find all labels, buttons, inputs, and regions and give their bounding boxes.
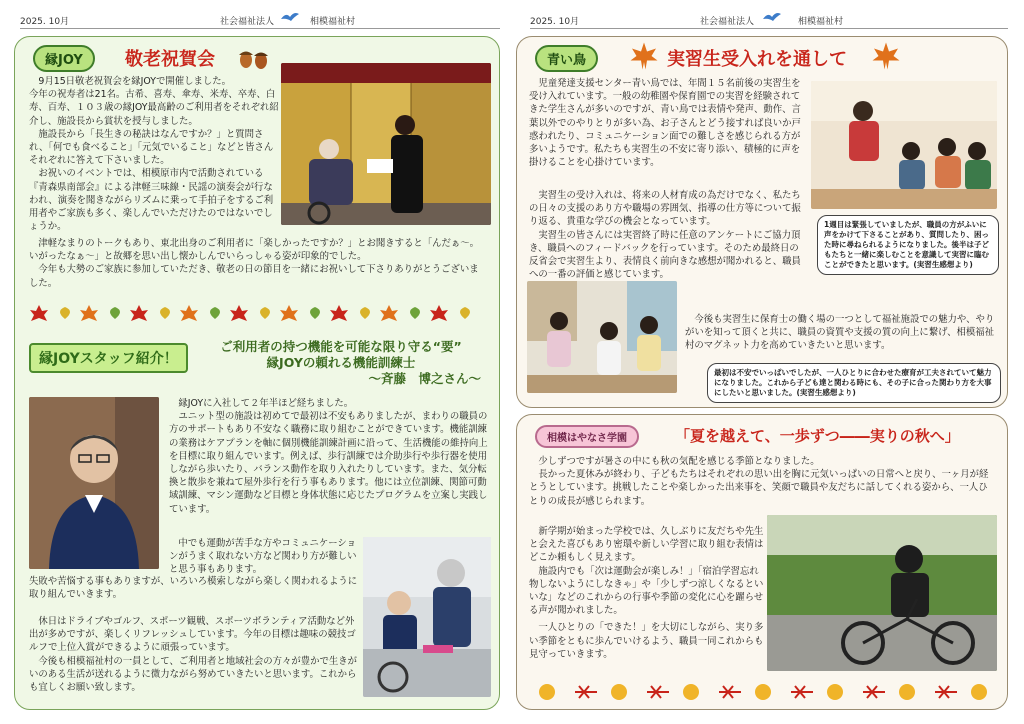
staff-subtitle-line3: ～斉藤 博之さん～ <box>368 371 481 386</box>
autumn-leaf-row <box>29 303 485 323</box>
classroom-photo <box>811 81 997 209</box>
keiro-paragraph: 津軽なまりのトークもあり、東北出身のご利用者に「楽しかったですか？」とお聞きすると「んだぁ～。いがったなぁ～」と故郷を思い出し懐かしんでいらっしゃる姿が印象的でした。 <box>29 238 480 263</box>
org-name: 相模福祉村 <box>798 17 844 27</box>
section-tag-aoitori: 青い鳥 <box>535 45 598 72</box>
training-photo <box>363 537 491 697</box>
staff-paragraph: ユニット型の施設は初めてで最初は不安もありましたが、まわりの職員の方のサポートもあり不安なく職務に取り組むことができています。機能訓練の業務はケアプランを軸に個別機能訓練計画に沿って、生活機能の維持向上を目標に取り組んでいます。例えば、歩行訓練では介助歩行や歩行器を使用しながら歩いたり、バランス動作を取り入れたりしています。また、気分転換と散歩を兼ねて屋外歩行を行う事もあります。他には立位訓練、関節可動域訓練、マシン運動など目標と身体状態に応じたプログラムを立案し実践しています。 <box>169 411 488 515</box>
aoitori-paragraph: 実習生の皆さんには実習終了時に任意のアンケートにご協力頂き、職員へのフィードバックを行っています。そのため最終日の反省会で実習生より、表情良く前向きな感想が聞かれると、職員への一番の評価と感じています。 <box>529 229 801 281</box>
bicycle-photo <box>767 515 997 671</box>
staff-paragraph: 今後も相模福祉村の一員として、ご利用者と地域社会の方々が豊かで生きがいのある生活が送れるように微力ながら努めていきたいと思います。これからも宜しくお願い致します。 <box>29 655 357 694</box>
staff-portrait-photo <box>29 397 159 569</box>
enjoy-panel <box>14 36 500 710</box>
acorn-icon <box>237 45 271 75</box>
aoitori-paragraph: 今後も実習生に保育士の働く場の一つとして福祉施設での魅力や、やりがいを知って頂くと共に、職員の資質や支援の質の向上に繋げ、相模福祉村のマグネット力を高めていきたいと思います。 <box>685 314 995 352</box>
hayanasa-paragraph: 少しずつですが暑さの中にも秋の気配を感じる季節となりました。 <box>538 456 820 467</box>
keiro-body <box>29 75 279 233</box>
keiro-body-wide <box>29 237 487 290</box>
trainee-comment-bubble: 最初は不安でいっぱいでしたが、一人ひとりに合わせた療育が工夫されていて魅力になりました。これから子ども達と関わる時にも、その子に合った関わり方を大事にしたいと思いました。(実習生感想より) <box>707 363 1001 403</box>
aoitori-body-bottom <box>685 313 997 353</box>
issue-date: 2025. 10月 <box>530 17 580 27</box>
hayanasa-paragraph: 長かった夏休みが終わり、子どもたちはそれぞれの思い出を胸に元気いっぱいの日常へと戻り、一ヶ月が経とうとしています。挑戦したことや楽しかった出来事を、笑顔で職員や友だちに話してくれる姿から、一人ひとりの成長が感じられます。 <box>529 469 989 507</box>
hayanasa-title: 「夏を越えて、一歩ずつ――実りの秋へ」 <box>675 427 960 445</box>
hayanasa-paragraph: 施設内でも「次は運動会が楽しみ！」「宿泊学習忘れ物しないようにしなきゃ」や「少しずつ涼しくなるといいな」などのこれからの行事や季節の変化に心を躍らせる声が聞かれました。 <box>529 565 764 617</box>
staff-subtitle-line1: ご利用者の持つ機能を可能な限り守る“要” <box>220 339 462 354</box>
org-label: 社会福祉法人 <box>220 17 275 27</box>
right-header-rule <box>530 28 1008 29</box>
hayanasa-panel <box>516 414 1008 710</box>
right-page-header <box>530 10 1010 28</box>
staff-banner: 縁JOYスタッフ紹介！ <box>29 343 188 373</box>
section-tag-hayanasa: 相模はやなさ学園 <box>535 425 639 448</box>
staff-body <box>169 397 489 516</box>
hayanasa-body <box>529 455 995 508</box>
staff-subtitle-line2: 縁JOYの頼れる機能訓練士 <box>266 355 416 370</box>
hayanasa-paragraph: 一人ひとりの「できた！」を大切にしながら、実り多い季節をともに歩んでいけるよう、職員一同これからも見守っていきます。 <box>529 622 764 660</box>
circle-time-photo <box>527 281 677 393</box>
bird-logo-icon <box>762 10 780 24</box>
org-name: 相模福祉村 <box>310 17 356 27</box>
hayanasa-paragraph: 新学期が始まった学校では、久しぶりに友だちや先生と会えた喜びもあり密環や新しい学習に取り組む表情はどこか頼もしく見えます。 <box>529 526 764 564</box>
dragonfly-row <box>527 681 997 703</box>
ceremony-photo <box>281 63 491 225</box>
keiro-paragraph: 施設長から「長生きの秘訣はなんですか？」と質問され、「何でも食べること」「元気でいること」などと皆さんそれぞれに答えて下さいました。 <box>29 128 274 167</box>
left-header-rule <box>20 28 500 29</box>
keiro-paragraph: お祝いのイベントでは、相模原市内で活動されている『青森県南部会』による津軽三味線・民謡の演奏会が行なわれ、演奏を聞きながらリズムに乗って手拍子をするご利用者やご家族も多く、楽しんでいただけたのではないでしょうか。 <box>29 168 274 233</box>
keiro-paragraph: 9月15日敬老祝賀会を縁JOYで開催しました。 <box>38 76 232 87</box>
staff-body-lower <box>29 575 363 601</box>
maple-leaf-icon <box>627 41 661 75</box>
keiro-title: 敬老祝賀会 <box>125 49 215 70</box>
org-label: 社会福祉法人 <box>700 17 755 27</box>
aoitori-paragraph: 実習生の受け入れは、将来の人材育成の為だけでなく、私たちの日々の支援のあり方や職場の雰囲気、指導の仕方等について振り返る、貴重な学びの機会となっています。 <box>529 190 801 228</box>
aoitori-body-mid <box>529 189 801 281</box>
maple-leaf-icon <box>869 41 903 75</box>
staff-paragraph: 失敗や苦悩する事もありますが、いろいろ模索しながら楽しく関われるように取り組んでいきます。 <box>29 576 358 601</box>
bird-logo-icon <box>280 10 298 24</box>
issue-date: 2025. 10月 <box>20 17 70 27</box>
staff-subtitle <box>191 339 491 387</box>
aoitori-title: 実習生受入れを通して <box>667 49 847 70</box>
left-page-header <box>20 10 500 28</box>
section-tag-enjoy: 縁JOY <box>33 45 95 72</box>
aoitori-panel <box>516 36 1008 408</box>
aoitori-body <box>529 77 801 169</box>
hayanasa-body-left <box>529 525 765 661</box>
staff-paragraph: 休日はドライブやゴルフ、スポーツ観戦、スポーツボランティア活動など外出が多めですが、楽しくリフレッシュしています。今年の目標は趣味の競技ゴルフで上位入賞ができるように頑張っています。 <box>29 616 356 654</box>
trainee-comment-bubble: 1週目は緊張していましたが、職員の方がふいに声をかけて下さることがあり、質問したり、困った時に尋ねられるようになりました。後半は子どもたちと一緒に楽しむことを意識して実習に臨むことができたと思います。(実習生感想より) <box>817 215 999 275</box>
keiro-paragraph: 今年の祝寿者は21名。古希、喜寿、傘寿、米寿、卒寿、白寿、百寿、１０３歳の縁JOY最高齢のご利用者をそれぞれ紹介し、施設長から賞状を授与しました。 <box>29 89 279 127</box>
staff-paragraph: 縁JOYに入社して２年半ほど経ちました。 <box>178 398 354 409</box>
staff-body-mid <box>169 537 359 577</box>
staff-body-bottom <box>29 615 363 694</box>
aoitori-paragraph: 児童発達支援センター青い鳥では、年間１５名前後の実習生を受け入れています。一般の幼稚園や保育園での実習を経験されてきた学生さんが多いのですが、青い鳥では表情や発声、動作、言葉以外でのやりとりが多い為、お子さんとどう接すれば良いか戸惑われたり、コミュニケーション面での難しさを感じられる方が多いようです。私たちも実習生の不安に寄り添い、積極的に声を掛けることを心掛けています。 <box>529 78 801 169</box>
keiro-paragraph: 今年も大勢のご家族に参加していただき、敬老の日の節目を一緒にお祝いして下さりありがとうございました。 <box>29 264 479 289</box>
staff-paragraph: 中でも運動が苦手な方やコミュニケーションがうまく取れない方など関わり方が難しいと思う事もあります。 <box>169 538 357 576</box>
